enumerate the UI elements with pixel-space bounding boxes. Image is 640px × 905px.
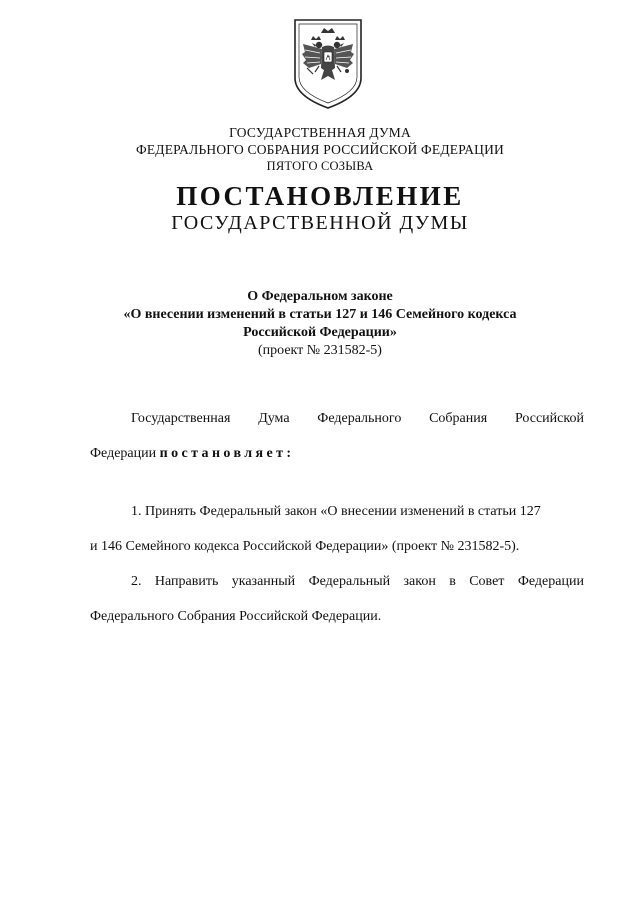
- item-2-word: Федеральный: [308, 574, 391, 589]
- subject-line-2: «О внесении изменений в статьи 127 и 146 Семейного кодекса: [123, 307, 517, 322]
- item-2-word: 2.: [131, 574, 142, 589]
- intro-word: Государственная: [131, 411, 231, 426]
- subject-line-3: Российской Федерации»: [243, 325, 397, 340]
- intro-word: Собрания: [429, 411, 488, 426]
- item-1-line-1: 1. Принять Федеральный закон «О внесении изменений в статьи 127: [131, 504, 541, 519]
- item-2-word: закон: [403, 574, 436, 589]
- intro-line-2-prefix: Федерации: [90, 446, 157, 461]
- item-2-word: указанный: [231, 574, 296, 589]
- item-1-line-2: и 146 Семейного кодекса Российской Федерации» (проект № 231582-5).: [90, 539, 520, 554]
- item-2-line-1: [131, 572, 584, 591]
- org-name-line-2: ФЕДЕРАЛЬНОГО СОБРАНИЯ РОССИЙСКОЙ ФЕДЕРАЦИИ: [136, 142, 504, 157]
- russian-coat-of-arms-icon: [291, 16, 365, 112]
- convocation-line: ПЯТОГО СОЗЫВА: [266, 159, 374, 173]
- intro-word: Федерального: [317, 411, 402, 426]
- draft-number: (проект № 231582-5): [258, 343, 382, 358]
- item-2-word: Совет: [469, 574, 505, 589]
- intro-word: Российской: [514, 411, 584, 426]
- item-2-line-2: Федерального Собрания Российской Федерации.: [90, 609, 382, 624]
- subject-line-1: О Федеральном законе: [247, 289, 393, 304]
- resolves-word: постановляет:: [159, 446, 295, 461]
- item-2-word: Направить: [154, 574, 219, 589]
- item-2-word: Федерации: [517, 574, 584, 589]
- intro-word: Дума: [258, 411, 290, 426]
- org-name-line-1: ГОСУДАРСТВЕННАЯ ДУМА: [229, 125, 411, 140]
- document-title: ПОСТАНОВЛЕНИЕ: [176, 181, 464, 211]
- intro-line-1: [131, 409, 584, 428]
- document-subtitle: ГОСУДАРСТВЕННОЙ ДУМЫ: [171, 212, 469, 234]
- item-2-word: в: [449, 574, 456, 589]
- intro-line-2: [90, 444, 294, 463]
